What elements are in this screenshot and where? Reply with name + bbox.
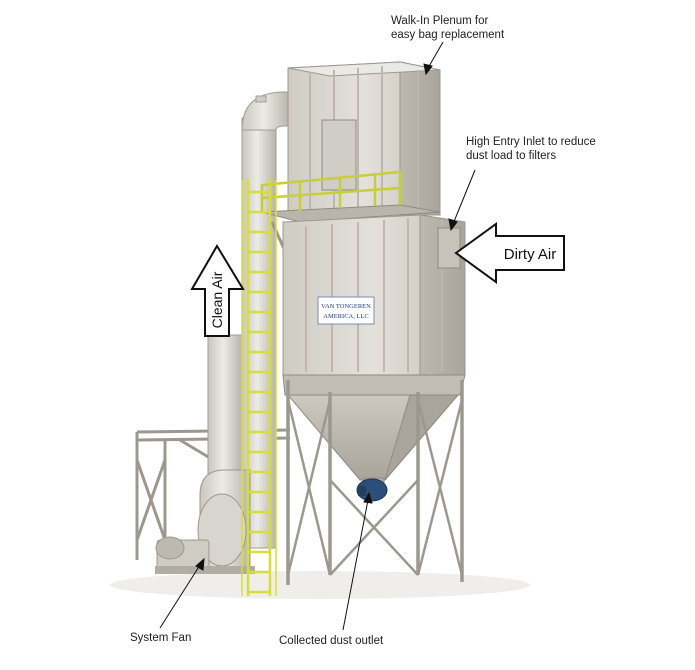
high-entry-inlet [438,228,460,268]
clean-air-label: Clean Air [209,271,225,329]
inlet-callout-line1: High Entry Inlet to reduce [466,136,596,148]
clean-air-arrow [192,246,243,336]
inlet-callout-line2: dust load to filters [466,150,557,162]
dust-outlet-valve [357,478,387,501]
ground-shadow [110,571,530,599]
filter-housing [283,215,465,375]
logo-line1: VAN TONGEREN [321,303,371,310]
system-fan-callout: System Fan [130,632,192,644]
plenum-callout [391,14,531,42]
plenum-callout-line2: easy bag replacement [391,29,505,41]
dust-outlet-callout: Collected dust outlet [279,635,384,647]
plenum-callout-line1: Walk-In Plenum for [391,15,489,27]
inlet-callout [466,135,636,163]
logo-line2: AMERICA, LLC [323,313,369,320]
collection-hopper [283,375,465,480]
system-fan [155,470,255,574]
dirty-air-arrow [456,224,564,282]
company-logo [318,297,374,324]
walk-in-plenum [288,62,440,215]
dirty-air-label: Dirty Air [503,246,557,263]
